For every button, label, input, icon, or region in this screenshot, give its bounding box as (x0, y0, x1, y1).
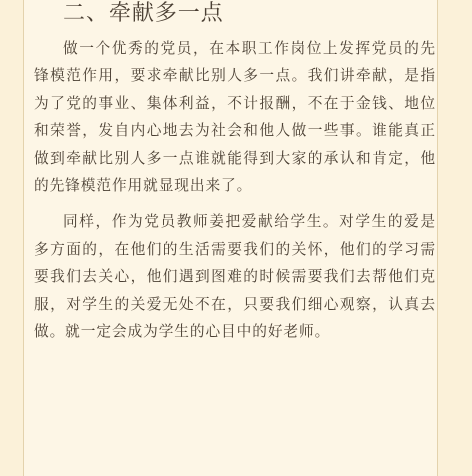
article-body (34, 0, 436, 345)
paragraph: 同样，作为党员教师姜把爱献给学生。对学生的爱是多方面的，在他们的生活需要我们的关怀，他们的学习需要我们去关心，他们遇到图难的时候需要我们去帮他们克服，对学生的关爱无处不在，只要我们细心观察，认真去做。就一定会成为学生的心目中的好老师。 (34, 213, 436, 341)
section-heading: 二、牵献多一点 (63, 1, 224, 26)
paragraph: 做一个优秀的党员，在本职工作岗位上发挥党员的先锋模范作用，要求牵献比别人多一点。我们讲牵献，是指为了党的事业、集体利益，不计报酬，不在于金钱、地位和荣誉，发自内心地去为社会和他人做一些事。谁能真正做到牵献比别人多一点谁就能得到大家的承认和肯定，他的先锋模范作用就显现出来了。 (34, 40, 436, 195)
